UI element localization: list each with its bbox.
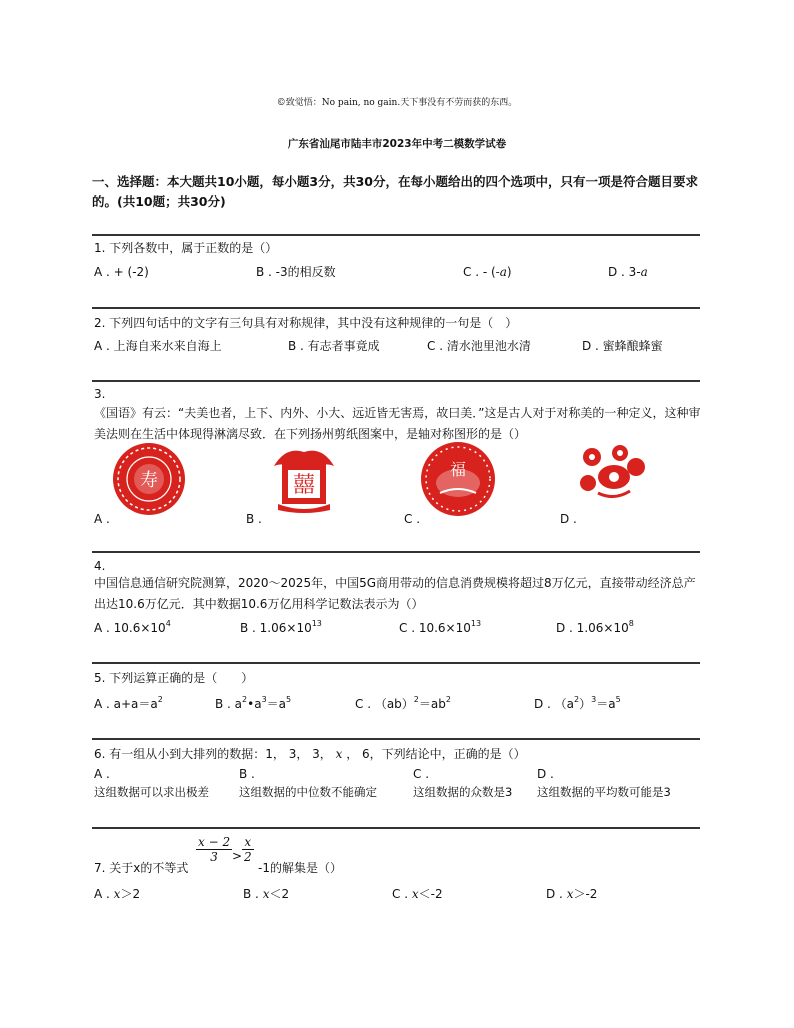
q5-option-b: B . $a^2•a^3=a^5$ (215, 695, 292, 711)
q6-stem: 6. 有一组从小到大排列的数据：1， 3， 3， x ， 6，下列结论中，正确的是（） (94, 747, 526, 761)
divider (92, 380, 700, 382)
q3-option-a: A . (94, 512, 110, 526)
divider (92, 234, 700, 236)
papercut-longevity-image (112, 442, 186, 516)
q7-option-a: A . x＞2 (94, 887, 141, 901)
q4-option-d: D . $1.06\times 10^8$ (556, 619, 634, 635)
q1-stem: 1. 下列各数中，属于正数的是（） (94, 241, 278, 255)
q2-option-c: C . 清水池里池水清 (427, 339, 531, 353)
divider (92, 662, 700, 664)
q6-option-a-label: A . (94, 767, 110, 781)
q4-number: 4. (94, 559, 106, 573)
section-heading: 一、选择题：本大题共10小题，每小题3分，共30分，在每小题给出的四个选项中，只有一项是符合题目要求的。(共10题；共30分) (92, 174, 698, 209)
q6-option-c: 这组数据的众数是3 (413, 785, 513, 799)
q5-option-a: A . $a+a=a^2$ (94, 695, 163, 711)
q7-option-c: C . x＜-2 (392, 887, 443, 901)
q2-option-b: B . 有志者事竟成 (288, 339, 380, 353)
q3-number: 3. (94, 387, 106, 401)
q7-stem-prefix: 7. 关于x的不等式 (94, 861, 189, 875)
svg-text:福: 福 (449, 460, 467, 479)
q6-option-a: 这组数据可以求出极差 (94, 785, 209, 799)
papercut-fortune-image (420, 441, 496, 517)
q1-option-a: A . + (-2) (94, 265, 149, 279)
q3-option-d: D . (560, 512, 577, 526)
divider (92, 827, 700, 829)
q7-stem-suffix: -1的解集是（） (258, 861, 342, 875)
divider (92, 307, 700, 309)
q4-option-a: A . $10.6\times 10^4$ (94, 619, 171, 635)
header-note: ©致觉悟：No pain, no gain.天下事没有不劳而获的东西。 (276, 98, 518, 108)
q6-option-d: 这组数据的平均数可能是3 (537, 785, 671, 799)
q2-stem: 2. 下列四句话中的文字有三句具有对称规律，其中没有这种规律的一句是（ ） (94, 316, 518, 330)
svg-text:寿: 寿 (140, 470, 158, 491)
q7-fraction-left: $\frac{x - 2}{3}$ (198, 835, 231, 864)
q2-option-d: D . 蜜蜂酿蜂蜜 (582, 339, 663, 353)
q4-option-c: C . $10.6\times 10^{13}$ (399, 619, 482, 635)
q2-option-a: A . 上海自来水来自海上 (94, 339, 222, 353)
divider (92, 738, 700, 740)
q7-fraction-right: $\frac{x}{2}$ (244, 835, 252, 864)
q7-option-d: D . x＞-2 (546, 887, 598, 901)
q4-stem: 中国信息通信研究院测算，2020～2025年，中国5G商用带动的信息消费规模将超过8万亿元，直接带动经济总产出达10.6万亿元．其中数据10.6万亿用科学记数法表示为（） (94, 576, 696, 611)
q4-option-b: B . $1.06\times 10^{13}$ (240, 619, 322, 635)
q5-option-d: D . $(a^2)^3=a^5$ (534, 695, 621, 711)
q1-option-c: C . - (-a) (463, 265, 512, 279)
papercut-double-happiness-image (268, 442, 340, 514)
q1-option-b: B . -3的相反数 (256, 265, 336, 279)
q3-stem: 《国语》有云：“夫美也者，上下、内外、小大、远近皆无害焉，故曰美．”这是古人对于对称美的一种定义，这种审美法则在生活中体现得淋漓尽致．在下列扬州剪纸图案中，是轴对称图形的是（） (94, 406, 701, 441)
papercut-mouse-flower-image (576, 443, 650, 501)
svg-text:囍: 囍 (292, 473, 316, 498)
q6-option-b-label: B . (239, 767, 255, 781)
divider (92, 551, 700, 553)
q7-option-b: B . x＜2 (243, 887, 290, 901)
exam-title: 广东省汕尾市陆丰市2023年中考二模数学试卷 (287, 138, 507, 150)
q1-option-d: D . 3-a (608, 265, 648, 279)
q3-option-b: B . (246, 512, 262, 526)
q6-option-b: 这组数据的中位数不能确定 (239, 785, 377, 799)
q3-option-c: C . (404, 512, 421, 526)
q7-greater-than: > (232, 849, 243, 863)
q6-option-c-label: C . (413, 767, 430, 781)
q6-option-d-label: D . (537, 767, 554, 781)
q5-option-c: C . $(ab)^2=ab^2$ (355, 695, 451, 711)
q5-stem: 5. 下列运算正确的是（ ） (94, 671, 254, 685)
